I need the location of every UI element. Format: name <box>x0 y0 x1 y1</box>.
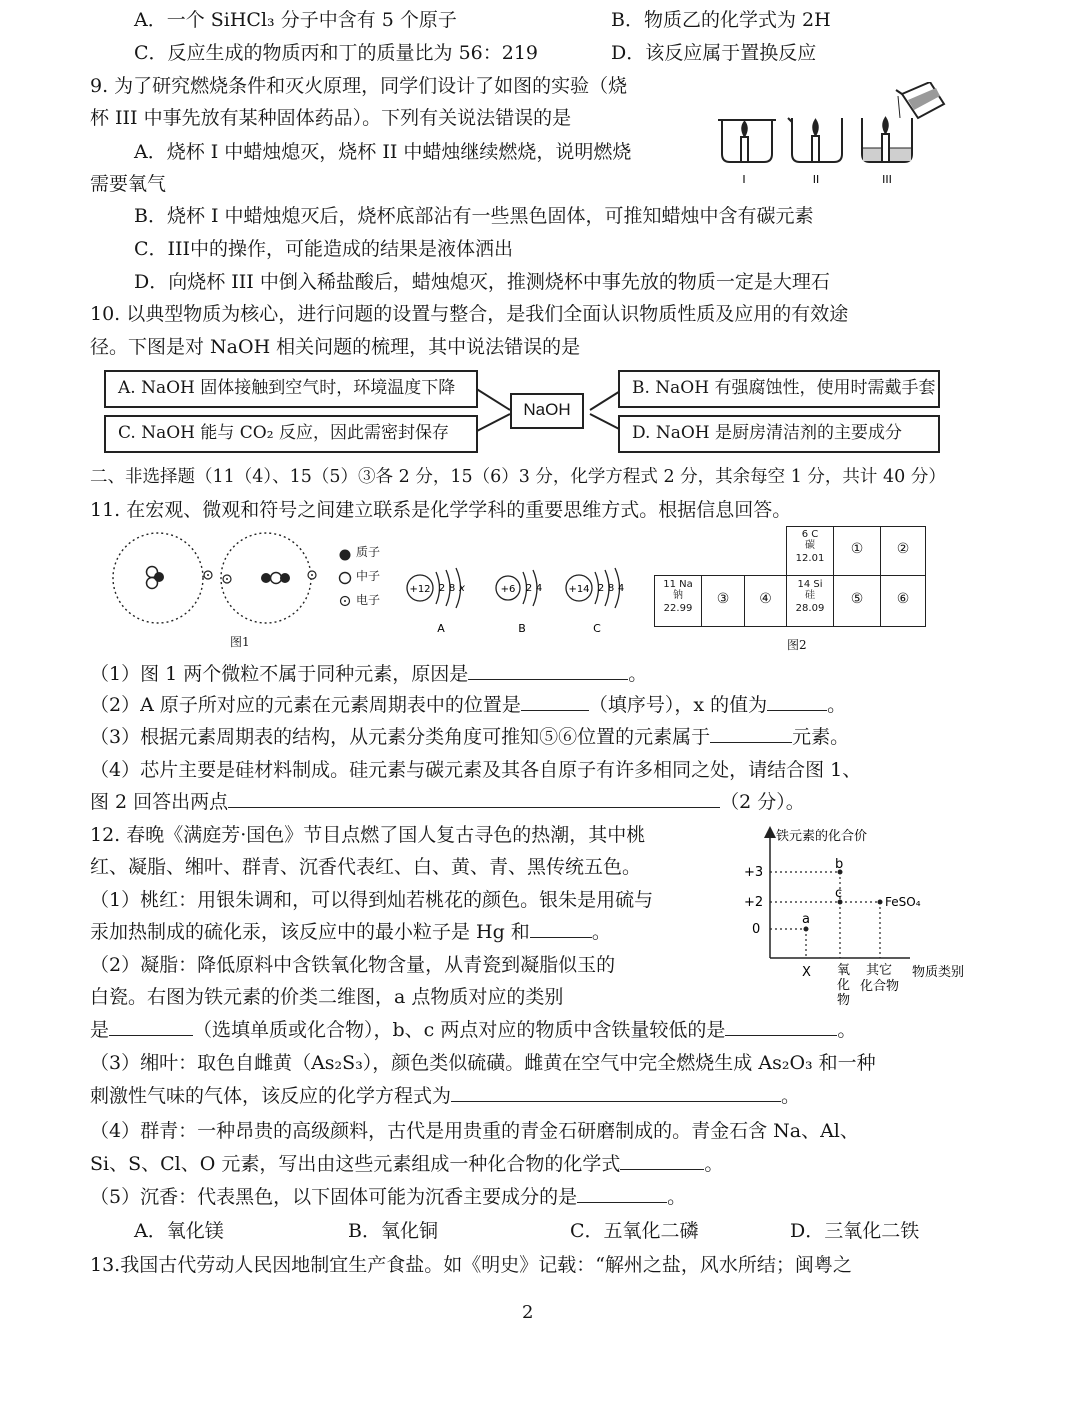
point-feso4 <box>878 900 883 905</box>
beaker-experiment-figure <box>712 82 962 192</box>
q12-option-c: C．五氧化二磷 <box>570 1220 699 1242</box>
answer-blank[interactable] <box>530 917 592 938</box>
q11-sub4-line2 <box>90 787 805 817</box>
cell-carbon <box>786 526 834 576</box>
point-a-label: a <box>802 912 810 927</box>
naoh-center-box: NaOH <box>510 393 584 429</box>
silicon-mass: 28.09 <box>795 603 825 614</box>
atom-b-shell2: 4 <box>535 583 543 594</box>
beaker-1-label: I <box>742 173 746 186</box>
q12-part1-text: 汞加热制成的硫化汞，该反应中的最小粒子是 Hg 和 <box>90 921 530 943</box>
carbon-mass: 12.01 <box>795 553 825 564</box>
q11-sub1-text: （1）图 1 两个微粒不属于同种元素，原因是 <box>90 663 469 685</box>
silicon-symbol: Si <box>813 579 823 590</box>
answer-blank[interactable] <box>767 690 827 711</box>
answer-blank[interactable] <box>109 1015 193 1036</box>
naoh-box-d: D. NaOH 是厨房清洁剂的主要成分 <box>618 415 940 453</box>
q12-stem-line2: 红、凝脂、缃叶、群青、沉香代表红、白、黄、青、黑传统五色。 <box>90 856 642 878</box>
cell-slot-6 <box>880 575 926 627</box>
cell-sodium <box>654 575 702 627</box>
answer-blank[interactable] <box>620 1149 704 1170</box>
particle-diagrams <box>100 530 340 640</box>
slot-3-label: ③ <box>716 591 730 607</box>
carbon-number: 6 <box>801 529 809 540</box>
naoh-box-c: C. NaOH 能与 CO₂ 反应，因此需密封保存 <box>104 415 478 453</box>
cell-slot-1 <box>833 526 881 576</box>
particle-legend <box>338 548 352 612</box>
atom-a-shell1: 2 <box>438 583 446 594</box>
q11-sub2-text-b: （填序号），x 的值为 <box>588 694 768 716</box>
sodium-symbol: Na <box>679 579 693 590</box>
legend-electron-label: 电子 <box>356 593 381 607</box>
q11-sub4-line1: （4）芯片主要是硅材料制成。硅元素与碳元素及其各自原子有许多相同之处，请结合图 1、 <box>90 759 862 781</box>
section2-title: 二、非选择题（11（4）、15（5）③各 2 分，15（6）3 分，化学方程式 2 分，其余每空 1 分，共计 40 分） <box>90 467 946 487</box>
q10-stem-line1: 10. 以典型物质为核心，进行问题的设置与整合，是我们全面认识物质性质及应用的有效途 <box>90 303 849 325</box>
beaker-2 <box>788 118 842 162</box>
q12-part5-text: （5）沉香：代表黑色，以下固体可能为沉香主要成分的是 <box>90 1186 578 1208</box>
q12-part3-line1: （3）缃叶：取色自雌黄（As₂S₃），颜色类似硫磺。雌黄在空气中完全燃烧生成 As₂O₃ 和一种 <box>90 1052 876 1074</box>
q12-part3-line2 <box>90 1081 800 1111</box>
legend-proton-label: 质子 <box>356 545 381 559</box>
q8-option-a: A．一个 SiHCl₃ 分子中含有 5 个原子 <box>134 9 457 31</box>
q8-option-d: D．该反应属于置换反应 <box>611 42 817 64</box>
sodium-number: 11 <box>663 579 676 590</box>
q12-part2-line1: （2）凝脂：降低原料中含铁氧化物含量，从青瓷到凝脂似玉的 <box>90 954 616 976</box>
atom-structure-diagrams <box>405 560 655 640</box>
q12-part2-text-a: 是 <box>90 1019 110 1041</box>
figure2-label: 图2 <box>787 638 807 652</box>
naoh-box-b: B. NaOH 有强腐蚀性，使用时需戴手套 <box>618 370 940 408</box>
q11-sub3-text-b: 元素。 <box>792 726 850 748</box>
figure1-label: 图1 <box>230 635 250 649</box>
cell-silicon <box>786 575 834 627</box>
ytick-plus2: +2 <box>744 895 764 910</box>
atom-a-nucleus: +12 <box>409 584 431 595</box>
period: 。 <box>837 1019 857 1041</box>
legend-neutron-label: 中子 <box>356 569 381 583</box>
sodium-name: 钠 <box>673 590 683 601</box>
carbon-symbol: C <box>811 529 819 540</box>
q11-sub4-text: 图 2 回答出两点 <box>90 791 229 813</box>
q8-option-b: B．物质乙的化学式为 2H <box>611 9 831 31</box>
period: 。 <box>827 694 847 716</box>
q10-stem-line2: 径。下图是对 NaOH 相关问题的梳理，其中说法错误的是 <box>90 336 581 358</box>
beaker-1 <box>718 120 776 162</box>
q9-option-a-line2: 需要氧气 <box>90 173 167 195</box>
q12-part4-line2 <box>90 1149 723 1179</box>
x-axis-title: 物质类别 <box>912 965 965 980</box>
period: 。 <box>591 921 611 943</box>
point-b-label: b <box>835 857 844 872</box>
naoh-box-a: A. NaOH 固体接触到空气时，环境温度下降 <box>104 370 478 408</box>
answer-blank[interactable] <box>228 787 720 808</box>
q12-stem-line1: 12. 春晚《满庭芳·国色》节目点燃了国人复古寻色的热潮，其中桃 <box>90 824 646 846</box>
q11-sub1 <box>90 659 647 689</box>
q12-part1-line2 <box>90 917 611 947</box>
atom-c-shell1: 2 <box>597 583 605 594</box>
period: 。 <box>704 1153 724 1175</box>
q11-sub2-text-a: （2）A 原子所对应的元素在元素周期表中的位置是 <box>90 694 521 716</box>
q9-stem-line2: 杯 III 中事先放有某种固体药品）。下列有关说法错误的是 <box>90 107 572 129</box>
atom-c-label: C <box>593 622 601 635</box>
page-number: 2 <box>522 1302 534 1323</box>
slot-6-label: ⑥ <box>896 591 910 607</box>
q12-option-b: B．氧化铜 <box>348 1220 438 1242</box>
point-feso4-label: FeSO₄ <box>885 895 921 909</box>
q9-option-b: B．烧杯 I 中蜡烛熄灭后，烧杯底部沾有一些黑色固体，可推知蜡烛中含有碳元素 <box>134 205 814 227</box>
q9-option-d: D．向烧杯 III 中倒入稀盐酸后，蜡烛熄灭，推测烧杯中事先放的物质一定是大理石 <box>134 271 830 293</box>
atom-b-diagram <box>496 570 542 635</box>
q8-option-c: C．反应生成的物质丙和丁的质量比为 56：219 <box>134 42 539 64</box>
iron-valence-chart <box>740 826 990 1016</box>
carbon-name: 碳 <box>805 540 815 551</box>
slot-4-label: ④ <box>759 591 772 607</box>
atom-b-nucleus: +6 <box>500 584 516 595</box>
atom-a-diagram <box>407 568 465 635</box>
answer-blank[interactable] <box>577 1182 667 1203</box>
xtick-oxide: 氧化物 <box>837 963 851 1008</box>
q11-sub2 <box>90 690 846 720</box>
atom-b-shell1: 2 <box>525 583 533 594</box>
sodium-mass: 22.99 <box>663 603 693 614</box>
beaker-3-label: III <box>882 173 892 186</box>
q11-sub3 <box>90 722 849 752</box>
xtick-other-compound: 其它化合物 <box>860 963 900 994</box>
q12-part2-line2: 白瓷。右图为铁元素的价类二维图，a 点物质对应的类别 <box>90 986 564 1008</box>
silicon-name: 硅 <box>805 590 815 601</box>
period: 。 <box>781 1085 801 1107</box>
beaker-3 <box>862 82 944 162</box>
q12-part4-line1: （4）群青：一种昂贵的高级颜料，古代是用贵重的青金石研磨制成的。青金石含 Na、Al、 <box>90 1120 859 1142</box>
slot-2-label: ② <box>896 541 910 557</box>
period: 。 <box>667 1186 687 1208</box>
answer-blank[interactable] <box>468 659 628 680</box>
q11-stem: 11. 在宏观、微观和符号之间建立联系是化学学科的重要思维方式。根据信息回答。 <box>90 499 792 521</box>
cell-slot-5 <box>833 575 881 627</box>
y-axis-title: 铁元素的化合价 <box>776 829 868 844</box>
q12-part4-text: Si、S、Cl、O 元素，写出由这些元素组成一种化合物的化学式 <box>90 1153 621 1175</box>
answer-blank[interactable] <box>451 1081 781 1102</box>
atom-a-shell3: x <box>459 583 465 594</box>
atom-c-diagram <box>566 568 624 635</box>
q11-sub4-score: （2 分）。 <box>720 791 805 813</box>
ytick-zero: 0 <box>752 922 761 937</box>
q12-part3-text: 刺激性气味的气体，该反应的化学方程式为 <box>90 1085 452 1107</box>
ytick-plus3: +3 <box>744 865 764 880</box>
q12-part1-line1: （1）桃红：用银朱调和，可以得到灿若桃花的颜色。银朱是用硫与 <box>90 889 654 911</box>
q12-option-d: D．三氧化二铁 <box>790 1220 920 1242</box>
q9-option-c: C．III中的操作，可能造成的结果是液体洒出 <box>134 238 514 260</box>
point-a <box>804 927 809 932</box>
q13-stem: 13.我国古代劳动人民因地制宜生产食盐。如《明史》记载：“解州之盐，风水所结；闽粤之 <box>90 1254 852 1276</box>
answer-blank[interactable] <box>725 1015 837 1036</box>
answer-blank[interactable] <box>521 690 589 711</box>
slot-5-label: ⑤ <box>850 591 864 607</box>
q12-option-a: A．氧化镁 <box>134 1220 224 1242</box>
q9-stem-line1: 9. 为了研究燃烧条件和灭火原理，同学们设计了如图的实验（烧 <box>90 75 628 97</box>
atom-b-label: B <box>518 622 526 635</box>
cell-slot-3 <box>701 575 745 627</box>
period: 。 <box>628 663 648 685</box>
xtick-x: X <box>802 965 811 980</box>
point-c-label: c <box>835 886 843 901</box>
atom-c-nucleus: +14 <box>568 584 590 595</box>
cell-slot-4 <box>744 575 787 627</box>
atom-a-shell2: 8 <box>448 583 456 594</box>
answer-blank[interactable] <box>710 722 792 743</box>
beaker-2-label: II <box>812 173 820 186</box>
q11-sub3-text-a: （3）根据元素周期表的结构，从元素分类角度可推知⑤⑥位置的元素属于 <box>90 726 711 748</box>
silicon-number: 14 <box>797 579 811 590</box>
slot-1-label: ① <box>850 541 864 557</box>
atom-a-label: A <box>437 622 445 635</box>
q12-part2-line3 <box>90 1015 856 1045</box>
atom-c-shell3: 4 <box>617 583 625 594</box>
q9-option-a-line1: A．烧杯 I 中蜡烛熄灭，烧杯 II 中蜡烛继续燃烧，说明燃烧 <box>134 141 632 163</box>
cell-slot-2 <box>880 526 926 576</box>
q12-part2-text-b: （选填单质或化合物），b、c 两点对应的物质中含铁量较低的是 <box>193 1019 726 1041</box>
atom-c-shell2: 8 <box>607 583 615 594</box>
q12-part5 <box>90 1182 686 1212</box>
